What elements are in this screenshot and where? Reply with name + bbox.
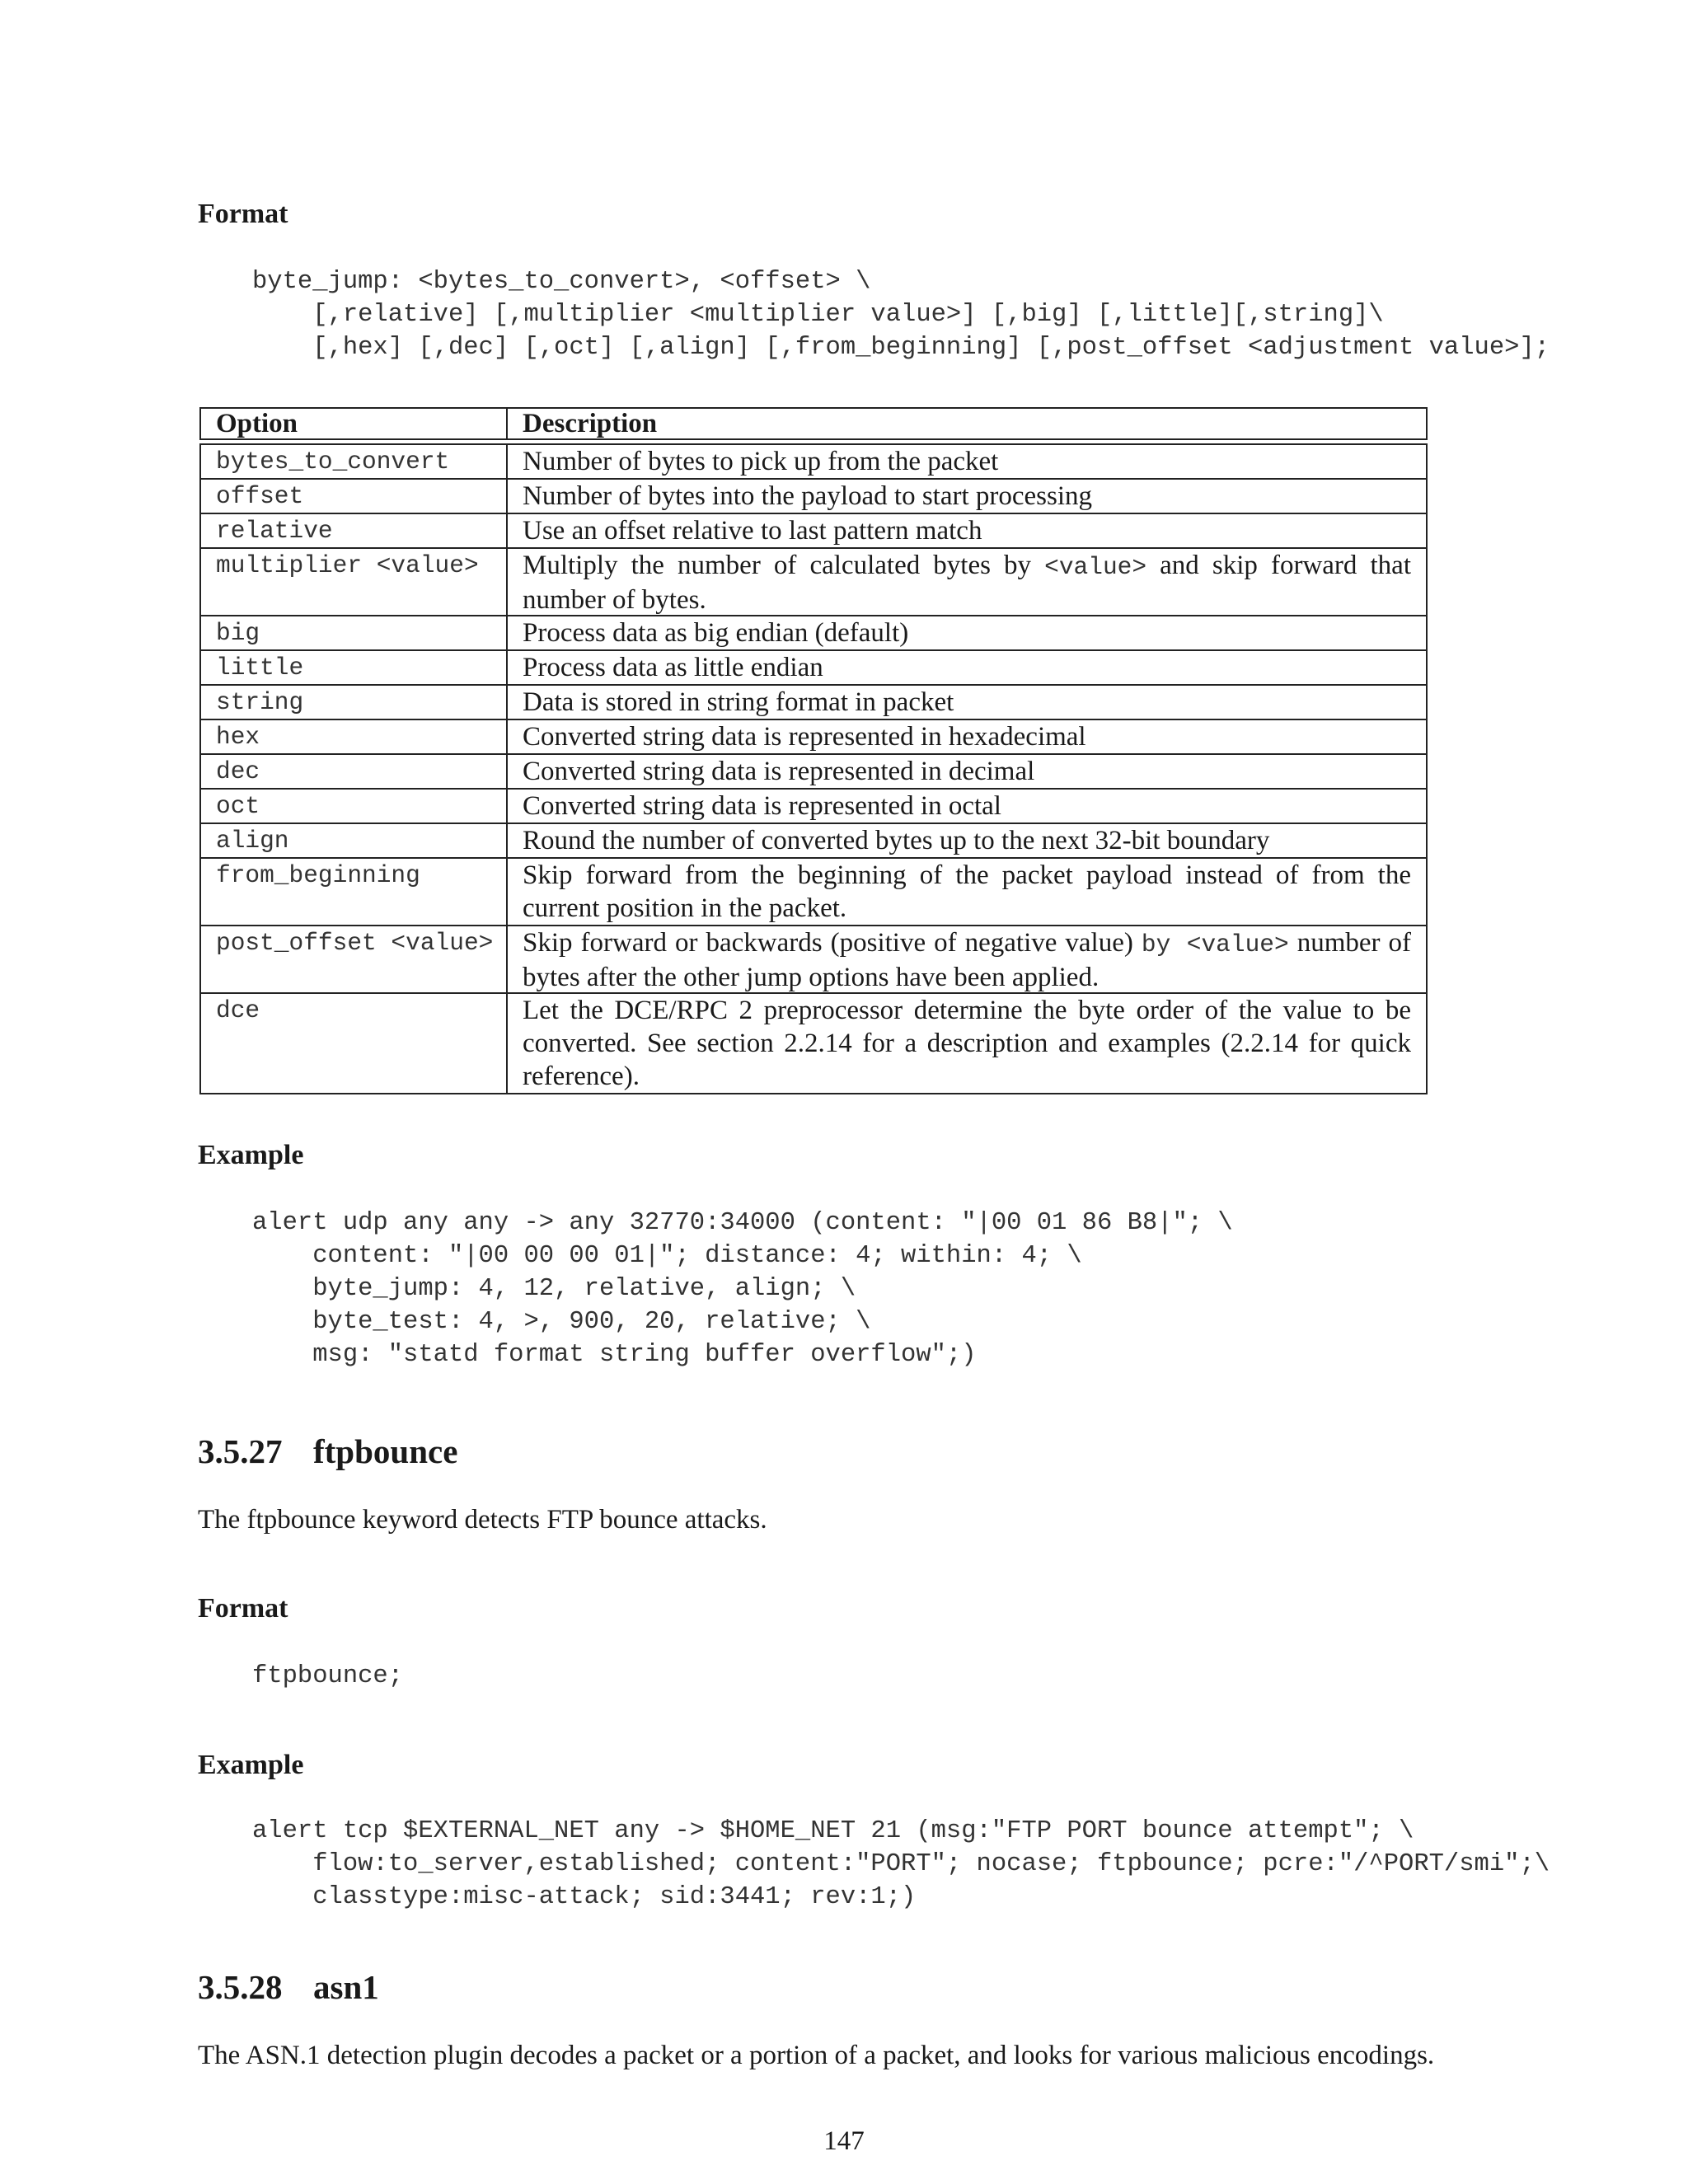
- ftpbounce-format-code: [252, 1660, 403, 1693]
- options-table: [199, 407, 1428, 1094]
- table-row: [201, 824, 1426, 859]
- option-cell: little: [201, 651, 508, 684]
- section-name: asn1: [313, 1968, 379, 2006]
- description-text: number of bytes after the other jump options have been applied.: [523, 928, 1412, 992]
- ftpbounce-example-code: [252, 1815, 1550, 1914]
- ftpbounce-example-heading: Example: [198, 1750, 304, 1780]
- description-cell: Let the DCE/RPC 2 preprocessor determine the byte order of the value to be converted. See section 2.2.14 for a description and examples (2.2.14 for quick reference).: [523, 996, 1411, 1091]
- code-line: [,hex] [,dec] [,oct] [,align] [,from_beginning] [,post_offset <adjustment value>];: [252, 334, 1550, 362]
- option-cell: align: [201, 824, 508, 857]
- description-cell: Process data as little endian: [523, 653, 823, 682]
- description-code: by <value>: [1141, 930, 1289, 958]
- option-cell: oct: [201, 790, 508, 823]
- description-text: Skip forward or backwards (positive of negative value): [523, 928, 1142, 958]
- option-cell: post_offset <value>: [201, 926, 508, 992]
- code-line: classtype:misc-attack; sid:3441; rev:1;): [252, 1883, 917, 1911]
- description-cell: [508, 926, 1426, 992]
- code-line: ftpbounce;: [252, 1662, 404, 1690]
- code-line: [,relative] [,multiplier <multiplier value>] [,big] [,little][,string]\: [252, 301, 1384, 329]
- table-row: [201, 790, 1426, 824]
- header-option: Option: [201, 409, 508, 438]
- format-code-block: [252, 265, 1550, 364]
- description-cell: Number of bytes to pick up from the packet: [523, 447, 999, 476]
- example-heading: Example: [198, 1140, 304, 1170]
- table-row: [201, 514, 1426, 549]
- description-cell: Skip forward from the beginning of the packet payload instead of from the current position in the packet.: [523, 860, 1411, 923]
- table-row: [201, 859, 1426, 926]
- table-row: [201, 926, 1426, 994]
- table-row: [201, 651, 1426, 686]
- page-number: 147: [823, 2126, 865, 2156]
- ftpbounce-format-heading: Format: [198, 1593, 288, 1624]
- table-row: [201, 994, 1426, 1093]
- option-cell: dce: [201, 994, 508, 1093]
- description-cell: Number of bytes into the payload to start processing: [523, 481, 1093, 511]
- description-cell: Process data as big endian (default): [523, 618, 909, 648]
- table-body: [199, 443, 1428, 1094]
- option-cell: string: [201, 686, 508, 719]
- description-text: Multiply the number of calculated bytes by: [523, 551, 1045, 580]
- description-cell: Use an offset relative to last pattern match: [523, 516, 982, 546]
- table-header: [199, 407, 1428, 440]
- description-cell: Converted string data is represented in hexadecimal: [523, 722, 1086, 752]
- table-row: [201, 616, 1426, 651]
- table-row: [201, 445, 1426, 480]
- header-description: Description: [523, 409, 658, 438]
- code-line: alert tcp $EXTERNAL_NET any -> $HOME_NET 21 (msg:"FTP PORT bounce attempt"; \: [252, 1817, 1414, 1845]
- code-line: byte_test: 4, >, 900, 20, relative; \: [252, 1308, 871, 1336]
- section-name: ftpbounce: [313, 1432, 458, 1470]
- section-title-asn1: [198, 1966, 379, 2008]
- example-code-block: [252, 1207, 1233, 1371]
- format-heading: Format: [198, 199, 288, 229]
- option-cell: hex: [201, 720, 508, 753]
- asn1-intro: The ASN.1 detection plugin decodes a packet or a portion of a packet, and looks for various malicious encodings.: [198, 2041, 1435, 2070]
- table-row: [201, 549, 1426, 616]
- section-number: 3.5.28: [198, 1968, 283, 2006]
- option-cell: big: [201, 616, 508, 649]
- section-number: 3.5.27: [198, 1432, 283, 1470]
- option-cell: dec: [201, 755, 508, 788]
- table-row: [201, 755, 1426, 790]
- code-line: content: "|00 00 00 01|"; distance: 4; within: 4; \: [252, 1242, 1082, 1270]
- code-line: msg: "statd format string buffer overflow";): [252, 1341, 977, 1369]
- option-cell: relative: [201, 514, 508, 547]
- description-cell: Data is stored in string format in packet: [523, 687, 954, 717]
- ftpbounce-intro: The ftpbounce keyword detects FTP bounce attacks.: [198, 1505, 767, 1535]
- description-cell: Converted string data is represented in octal: [523, 791, 1001, 821]
- option-cell: offset: [201, 480, 508, 513]
- table-row: [201, 720, 1426, 755]
- code-line: byte_jump: 4, 12, relative, align; \: [252, 1275, 856, 1303]
- table-row: [201, 480, 1426, 514]
- description-cell: [508, 549, 1426, 615]
- table-row: [201, 686, 1426, 720]
- code-line: byte_jump: <bytes_to_convert>, <offset> \: [252, 268, 871, 296]
- description-cell: Converted string data is represented in decimal: [523, 757, 1035, 786]
- section-title-ftpbounce: [198, 1431, 457, 1472]
- option-cell: multiplier <value>: [201, 549, 508, 615]
- description-cell: Round the number of converted bytes up to the next 32-bit boundary: [523, 826, 1270, 855]
- code-line: alert udp any any -> any 32770:34000 (content: "|00 01 86 B8|"; \: [252, 1209, 1233, 1237]
- code-line: flow:to_server,established; content:"PORT"; nocase; ftpbounce; pcre:"/^PORT/smi";\: [252, 1850, 1550, 1878]
- description-code: <value>: [1044, 553, 1147, 581]
- option-cell: from_beginning: [201, 859, 508, 925]
- description-text: and skip forward that number of bytes.: [523, 551, 1411, 615]
- option-cell: bytes_to_convert: [201, 445, 508, 478]
